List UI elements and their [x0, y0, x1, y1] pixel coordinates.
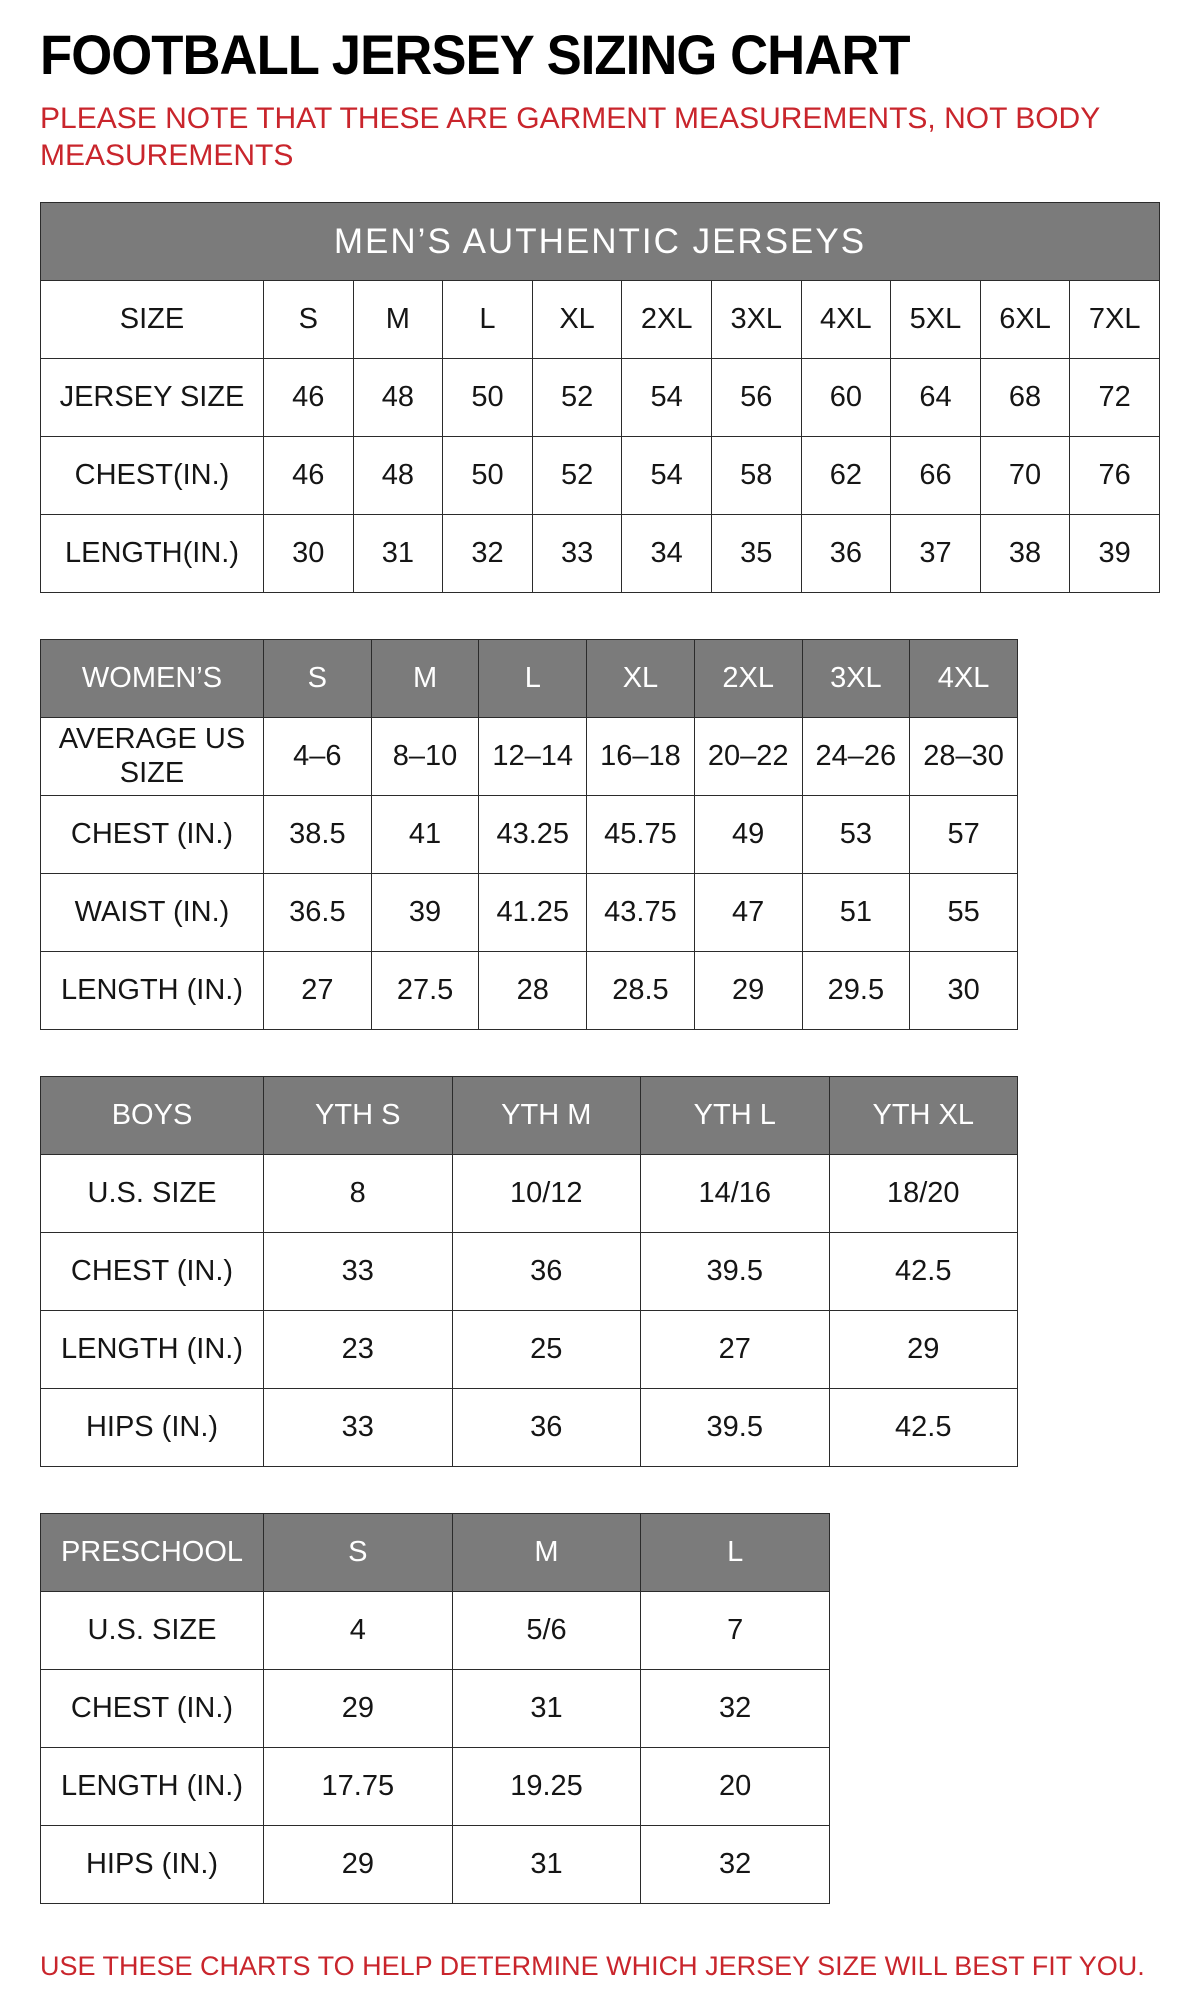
table-cell: 32 — [443, 515, 533, 593]
row-label: JERSEY SIZE — [41, 359, 264, 437]
table-cell: 39.5 — [641, 1233, 830, 1311]
table-cell: 31 — [353, 515, 443, 593]
table-cell: 68 — [980, 359, 1070, 437]
column-header: M — [452, 1514, 641, 1592]
table-row — [41, 1155, 1018, 1233]
footer-note: USE THESE CHARTS TO HELP DETERMINE WHICH JERSEY SIZE WILL BEST FIT YOU. — [40, 1951, 1145, 1982]
table-cell: 31 — [452, 1826, 641, 1904]
table-row — [41, 1233, 1018, 1311]
table-row — [41, 1389, 1018, 1467]
table-cell: 42.5 — [829, 1233, 1018, 1311]
table-cell: S — [264, 281, 354, 359]
table-cell: 62 — [801, 437, 891, 515]
preschool-header-row — [41, 1514, 830, 1592]
table-cell: 37 — [891, 515, 981, 593]
row-label: LENGTH(IN.) — [41, 515, 264, 593]
table-cell: M — [353, 281, 443, 359]
table-cell: 2XL — [622, 281, 712, 359]
row-label: LENGTH (IN.) — [41, 952, 264, 1030]
table-cell: 52 — [532, 359, 622, 437]
table-cell: 54 — [622, 359, 712, 437]
column-header: M — [371, 640, 479, 718]
row-label: CHEST (IN.) — [41, 796, 264, 874]
mens-authentic-jerseys-table — [40, 202, 1160, 593]
table-row — [41, 281, 1160, 359]
table-cell: 56 — [711, 359, 801, 437]
table-cell: 52 — [532, 437, 622, 515]
table-row — [41, 359, 1160, 437]
table-cell: 45.75 — [587, 796, 695, 874]
table-cell: 70 — [980, 437, 1070, 515]
table-cell: 35 — [711, 515, 801, 593]
table-cell: 76 — [1070, 437, 1160, 515]
table-cell: 57 — [910, 796, 1018, 874]
table-cell: 48 — [353, 359, 443, 437]
table-cell: 29 — [829, 1311, 1018, 1389]
table-cell: 32 — [641, 1826, 830, 1904]
table-cell: 28.5 — [587, 952, 695, 1030]
column-header: L — [641, 1514, 830, 1592]
table-cell: 19.25 — [452, 1748, 641, 1826]
table-cell: 46 — [264, 437, 354, 515]
table-cell: 36 — [452, 1233, 641, 1311]
column-header: YTH XL — [829, 1077, 1018, 1155]
table-row — [41, 515, 1160, 593]
table-cell: 33 — [532, 515, 622, 593]
table-cell: 5/6 — [452, 1592, 641, 1670]
table-cell: 30 — [910, 952, 1018, 1030]
garment-measurement-note: PLEASE NOTE THAT THESE ARE GARMENT MEASUREMENTS, NOT BODY MEASUREMENTS — [40, 102, 1100, 172]
table-cell: 38.5 — [264, 796, 372, 874]
preschool-header-label: PRESCHOOL — [41, 1514, 264, 1592]
table-cell: 43.75 — [587, 874, 695, 952]
table-cell: 4–6 — [264, 718, 372, 796]
table-cell: 30 — [264, 515, 354, 593]
table-row — [41, 874, 1018, 952]
boys-table — [40, 1076, 1018, 1467]
table-cell: 43.25 — [479, 796, 587, 874]
womens-header-label: WOMEN’S — [41, 640, 264, 718]
table-cell: 42.5 — [829, 1389, 1018, 1467]
table-row — [41, 1826, 830, 1904]
column-header: XL — [587, 640, 695, 718]
table-cell: 50 — [443, 437, 533, 515]
table-row — [41, 1592, 830, 1670]
preschool-table — [40, 1513, 830, 1904]
table-cell: 7XL — [1070, 281, 1160, 359]
table-cell: 28 — [479, 952, 587, 1030]
table-cell: 29.5 — [802, 952, 910, 1030]
table-row — [41, 796, 1018, 874]
row-label: LENGTH (IN.) — [41, 1748, 264, 1826]
page-title: FOOTBALL JERSEY SIZING CHART — [40, 23, 910, 86]
table-cell: 46 — [264, 359, 354, 437]
table-cell: 27.5 — [371, 952, 479, 1030]
table-cell: 33 — [264, 1389, 453, 1467]
boys-header-row — [41, 1077, 1018, 1155]
table-cell: 39.5 — [641, 1389, 830, 1467]
table-cell: 58 — [711, 437, 801, 515]
table-row — [41, 718, 1018, 796]
table-row — [41, 952, 1018, 1030]
table-row — [41, 1311, 1018, 1389]
table-cell: 31 — [452, 1670, 641, 1748]
column-header: S — [264, 640, 372, 718]
table-cell: 14/16 — [641, 1155, 830, 1233]
table-cell: 6XL — [980, 281, 1070, 359]
table-cell: 4XL — [801, 281, 891, 359]
column-header: S — [264, 1514, 453, 1592]
table-cell: 24–26 — [802, 718, 910, 796]
boys-header-label: BOYS — [41, 1077, 264, 1155]
table-cell: 41 — [371, 796, 479, 874]
table-cell: 12–14 — [479, 718, 587, 796]
table-cell: 38 — [980, 515, 1070, 593]
column-header: YTH M — [452, 1077, 641, 1155]
table-cell: 60 — [801, 359, 891, 437]
table-cell: 27 — [641, 1311, 830, 1389]
row-label: CHEST (IN.) — [41, 1233, 264, 1311]
table-cell: 20 — [641, 1748, 830, 1826]
column-header: 3XL — [802, 640, 910, 718]
table-cell: 33 — [264, 1233, 453, 1311]
womens-table — [40, 639, 1018, 1030]
table-cell: 47 — [694, 874, 802, 952]
row-label: AVERAGE US SIZE — [41, 718, 264, 796]
column-header: 4XL — [910, 640, 1018, 718]
column-header: YTH S — [264, 1077, 453, 1155]
table-cell: 66 — [891, 437, 981, 515]
table-cell: 8–10 — [371, 718, 479, 796]
table-cell: XL — [532, 281, 622, 359]
table-cell: 72 — [1070, 359, 1160, 437]
table-cell: L — [443, 281, 533, 359]
table-cell: 41.25 — [479, 874, 587, 952]
mens-authentic-jerseys-table-title: MEN’S AUTHENTIC JERSEYS — [41, 203, 1160, 281]
table-cell: 51 — [802, 874, 910, 952]
table-row — [41, 437, 1160, 515]
row-label: U.S. SIZE — [41, 1592, 264, 1670]
row-label: U.S. SIZE — [41, 1155, 264, 1233]
table-cell: 39 — [1070, 515, 1160, 593]
table-cell: 5XL — [891, 281, 981, 359]
table-cell: 29 — [264, 1826, 453, 1904]
table-cell: 23 — [264, 1311, 453, 1389]
table-cell: 36 — [452, 1389, 641, 1467]
table-row — [41, 1748, 830, 1826]
table-row — [41, 1670, 830, 1748]
table-cell: 28–30 — [910, 718, 1018, 796]
table-cell: 48 — [353, 437, 443, 515]
row-label: LENGTH (IN.) — [41, 1311, 264, 1389]
table-cell: 27 — [264, 952, 372, 1030]
table-cell: 7 — [641, 1592, 830, 1670]
womens-header-row — [41, 640, 1018, 718]
table-cell: 36.5 — [264, 874, 372, 952]
column-header: 2XL — [694, 640, 802, 718]
column-header: YTH L — [641, 1077, 830, 1155]
table-cell: 8 — [264, 1155, 453, 1233]
row-label: HIPS (IN.) — [41, 1826, 264, 1904]
row-label: WAIST (IN.) — [41, 874, 264, 952]
table-cell: 29 — [264, 1670, 453, 1748]
table-cell: 18/20 — [829, 1155, 1018, 1233]
table-cell: 3XL — [711, 281, 801, 359]
table-cell: 36 — [801, 515, 891, 593]
row-label: HIPS (IN.) — [41, 1389, 264, 1467]
table-cell: 10/12 — [452, 1155, 641, 1233]
tables-container — [40, 202, 1160, 1904]
table-cell: 39 — [371, 874, 479, 952]
column-header: L — [479, 640, 587, 718]
table-cell: 50 — [443, 359, 533, 437]
row-label: CHEST(IN.) — [41, 437, 264, 515]
table-cell: 25 — [452, 1311, 641, 1389]
table-cell: 32 — [641, 1670, 830, 1748]
table-cell: 53 — [802, 796, 910, 874]
table-cell: 34 — [622, 515, 712, 593]
table-cell: 49 — [694, 796, 802, 874]
table-cell: 64 — [891, 359, 981, 437]
row-label: CHEST (IN.) — [41, 1670, 264, 1748]
row-label: SIZE — [41, 281, 264, 359]
table-cell: 16–18 — [587, 718, 695, 796]
table-cell: 54 — [622, 437, 712, 515]
table-cell: 29 — [694, 952, 802, 1030]
table-cell: 17.75 — [264, 1748, 453, 1826]
table-cell: 55 — [910, 874, 1018, 952]
table-cell: 4 — [264, 1592, 453, 1670]
table-cell: 20–22 — [694, 718, 802, 796]
